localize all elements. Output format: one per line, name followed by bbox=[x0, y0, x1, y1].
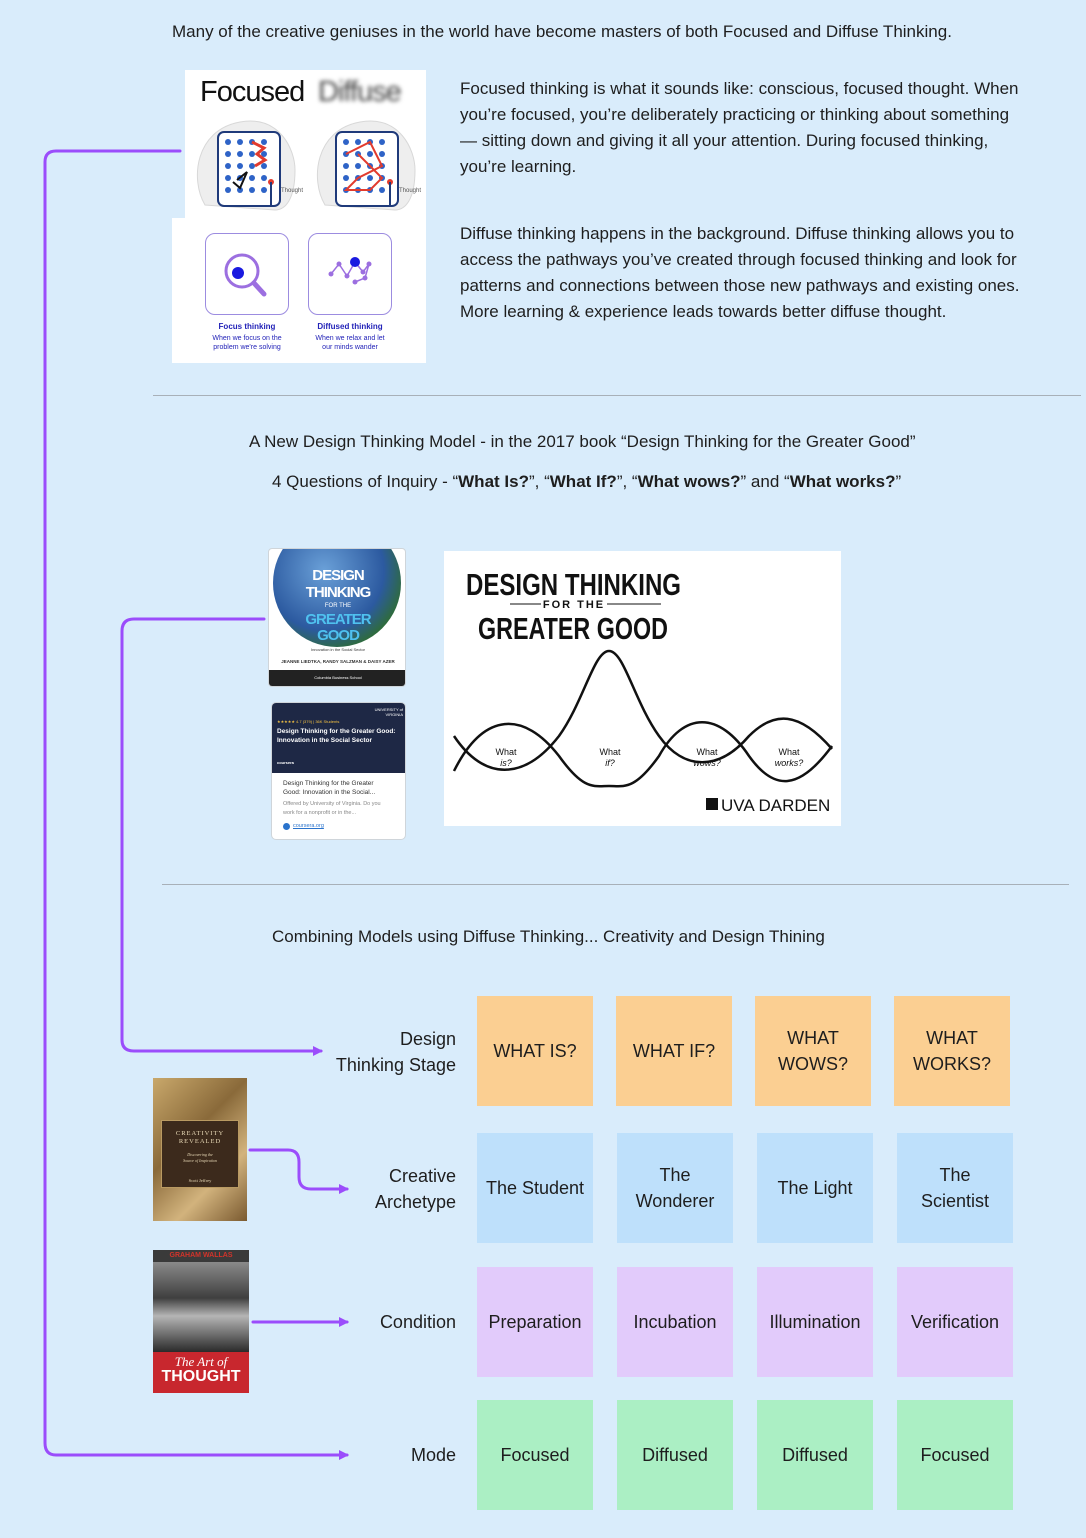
svg-text:works?: works? bbox=[774, 758, 804, 768]
svg-text:Thought: Thought bbox=[399, 188, 422, 194]
questions-line: 4 Questions of Inquiry - “What Is?”, “What If?”, “What wows?” and “What works?” bbox=[272, 472, 902, 491]
model-title: A New Design Thinking Model - in the 2017 book “Design Thinking for the Greater Good” bbox=[249, 432, 916, 451]
row-label-design-thinking-stage: Design Thinking Stage bbox=[335, 1029, 456, 1075]
sticky-incubation: Incubation bbox=[617, 1267, 733, 1377]
sticky-mode-diffused-1: Diffused bbox=[617, 1400, 733, 1510]
design-thinking-book-cover: DESIGN THINKING FOR THE GREATER GOOD Innovation in the Social Sector JEANNE LIEDTKA, RANDY SALZMAN & DAISY AZER Columbia Business School bbox=[268, 548, 406, 687]
row-label-condition: Condition bbox=[379, 1312, 456, 1332]
sticky-mode-focused-2: Focused bbox=[897, 1400, 1013, 1510]
arrow-creativity-to-archetype bbox=[250, 1150, 347, 1189]
sticky-mode-diffused-2: Diffused bbox=[757, 1400, 873, 1510]
focus-thinking-desc-1: When we focus on the bbox=[212, 335, 282, 342]
sticky-the-scientist: The Scientist bbox=[897, 1133, 1013, 1243]
sticky-what-wows: WHAT WOWS? bbox=[755, 996, 871, 1106]
diffuse-title: Diffuse bbox=[318, 76, 401, 108]
diffuse-paragraph: Diffuse thinking happens in the background. Diffuse thinking allows you to access the pathways you’ve created through focused thinking and look for patterns and connections between those new pathways and existing ones. More learning & experience leads towards better diffuse thought. bbox=[460, 224, 1020, 321]
svg-text:GREATER GOOD: GREATER GOOD bbox=[478, 611, 668, 646]
svg-text:wows?: wows? bbox=[693, 758, 721, 768]
svg-text:Thought: Thought bbox=[281, 188, 304, 194]
svg-text:FOR THE: FOR THE bbox=[542, 599, 606, 611]
sticky-preparation: Preparation bbox=[477, 1267, 593, 1377]
sticky-verification: Verification bbox=[897, 1267, 1013, 1377]
sticky-what-if: WHAT IF? bbox=[616, 996, 732, 1106]
arrow-focused-to-mode bbox=[45, 151, 347, 1455]
sticky-the-student: The Student bbox=[477, 1133, 593, 1243]
svg-text:if?: if? bbox=[605, 758, 615, 768]
sticky-what-is: WHAT IS? bbox=[477, 996, 593, 1106]
sticky-what-works: WHAT WORKS? bbox=[894, 996, 1010, 1106]
svg-text:What: What bbox=[778, 747, 800, 757]
row-label-mode: Mode bbox=[410, 1445, 456, 1465]
focus-thinking-title: Focus thinking bbox=[218, 322, 276, 331]
svg-text:What: What bbox=[495, 747, 517, 757]
combining-title: Combining Models using Diffuse Thinking... Creativity and Design Thining bbox=[272, 927, 825, 946]
arrow-book-to-stage bbox=[122, 619, 321, 1051]
coursera-link-card[interactable]: ★★★★★ 4.7 (379) | 36K Students UNIVERSITY of VIRGINIA Design Thinking for the Greater Good: Innovation in the Social Sector coursera Design Thinking for the Greater Good: Innovation in the Social... Offered by University of Virginia. Do you work for a nonprofit or in the... coursera.org bbox=[271, 702, 406, 840]
svg-text:What: What bbox=[599, 747, 621, 757]
focus-thinking-desc-2: problem we're solving bbox=[213, 344, 281, 351]
creativity-revealed-book: CREATIVITY REVEALED Discovering the Source of Inspiration Scott Jeffrey bbox=[153, 1078, 247, 1221]
diffused-thinking-desc-2: our minds wander bbox=[322, 344, 378, 351]
row-label-creative-archetype: Creative Archetype bbox=[374, 1166, 456, 1212]
svg-text:What: What bbox=[696, 747, 718, 757]
sticky-illumination: Illumination bbox=[757, 1267, 873, 1377]
sticky-the-wonderer: The Wonderer bbox=[617, 1133, 733, 1243]
sticky-the-light: The Light bbox=[757, 1133, 873, 1243]
focused-title: Focused bbox=[200, 76, 305, 108]
svg-text:UVA DARDEN: UVA DARDEN bbox=[721, 796, 831, 815]
svg-text:DESIGN THINKING: DESIGN THINKING bbox=[466, 567, 681, 602]
art-of-thought-book: GRAHAM WALLAS The Art of THOUGHT bbox=[153, 1250, 249, 1393]
intro-text: Many of the creative geniuses in the world have become masters of both Focused and Diffuse Thinking. bbox=[172, 22, 952, 41]
sticky-mode-focused-1: Focused bbox=[477, 1400, 593, 1510]
svg-text:is?: is? bbox=[500, 758, 512, 768]
coursera-link[interactable]: coursera.org bbox=[293, 823, 324, 829]
diffused-thinking-desc-1: When we relax and let bbox=[315, 335, 385, 342]
focused-paragraph: Focused thinking is what it sounds like: conscious, focused thought. When you’re focused, you’re deliberately practicing or thinking about something — sitting down and giving it all your attention. During focused thinking, you’re learning. bbox=[460, 79, 1019, 176]
diffused-thinking-title: Diffused thinking bbox=[317, 322, 383, 331]
